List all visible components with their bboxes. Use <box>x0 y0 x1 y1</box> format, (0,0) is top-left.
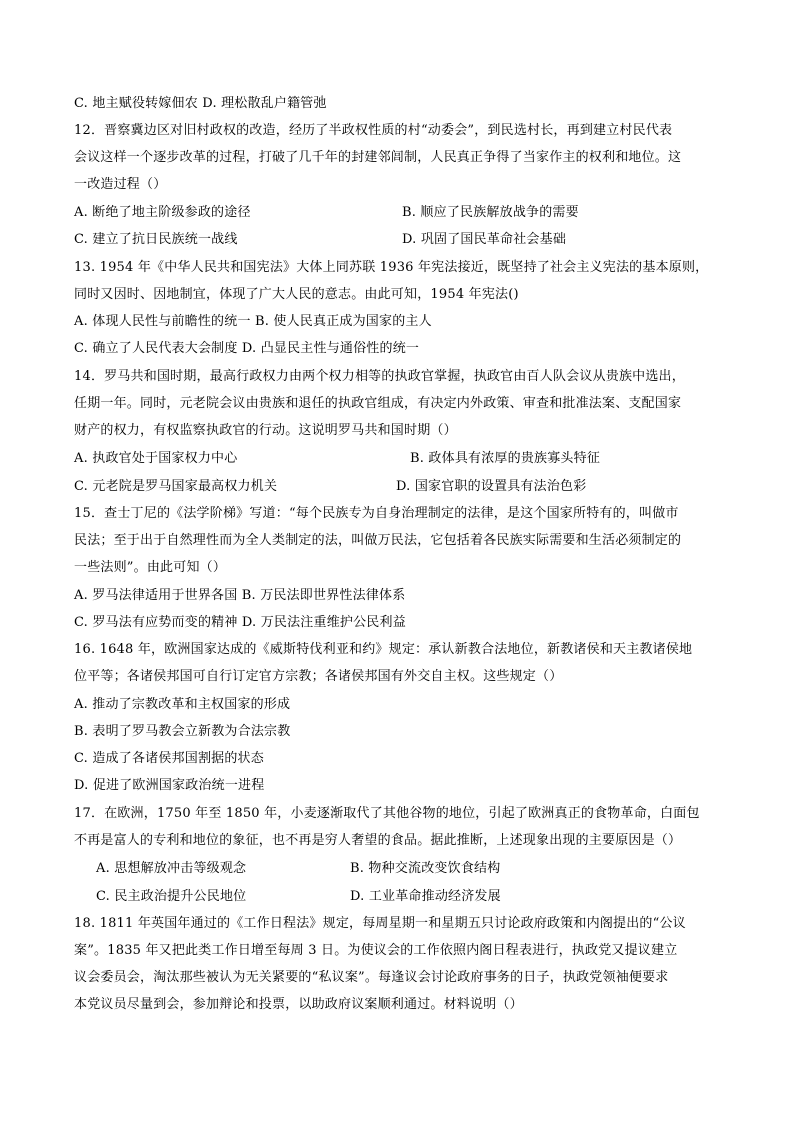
text-line: 民法；至于出于自然理性而为全人类制定的法，叫做万民法，它包括着各民族实际需要和生活必须制定的 <box>74 533 682 548</box>
option-b: B. 表明了罗马教会立新教为合法宗教 <box>74 724 291 739</box>
option-d: D. 工业革命推动经济发展 <box>350 889 501 904</box>
option-a: A. 执政官处于国家权力中心 <box>74 451 238 466</box>
option-a: A. 推动了宗教改革和主权国家的形成 <box>74 697 291 712</box>
question-18: 18. 1811 年英国年通过的《工作日程法》规定，每周星期一和星期五只讨论政府政策和内阁提出的“公议 <box>74 916 686 931</box>
question-16: 16. 1648 年，欧洲国家达成的《威斯特伐利亚和约》规定：承认新教合法地位，新教诸侯和天主教诸侯地 <box>74 642 693 657</box>
text-line: 会议这样一个逐步改革的过程，打破了几千年的封建邻闾制，人民真正争得了当家作主的权利和地位。这 <box>74 150 682 165</box>
question-12: 12．晋察冀边区对旧村政权的改造，经历了半政权性质的村“动委会”，到民选村长，再到建立村民代表 <box>74 123 673 138</box>
option-c: C. 元老院是罗马国家最高权力机关 <box>74 479 278 494</box>
option-c: C. 建立了抗日民族统一战线 <box>74 232 238 247</box>
option-b: B. 顺应了民族解放战争的需要 <box>402 205 579 220</box>
option-c: C. 民主政治提升公民地位 <box>96 889 247 904</box>
option-c: C. 造成了各诸侯邦国割据的状态 <box>74 751 264 766</box>
question-15: 15．查士丁尼的《法学阶梯》写道：“每个民族专为自身治理制定的法律，是这个国家所特有的，叫做市 <box>74 506 679 521</box>
question-17: 17．在欧洲，1750 年至 1850 年，小麦逐渐取代了其他谷物的地位，引起了欧洲真正的食物革命，白面包 <box>74 806 700 821</box>
text-line: 位平等；各诸侯邦国可自行订定官方宗教；各诸侯邦国有外交自主权。这些规定（） <box>74 669 563 684</box>
option-d: D. 促进了欧洲国家政治统一进程 <box>74 778 265 793</box>
text-line: C. 地主赋役转嫁佃农 D. 理松散乱户籍管弛 <box>74 96 327 111</box>
option-a: A. 思想解放冲击等级观念 <box>96 861 247 876</box>
text-line: 同时又因时、因地制宜，体现了广大人民的意志。由此可知，1954 年宪法() <box>74 287 519 302</box>
option-cd: C. 确立了人民代表大会制度 D. 凸显民主性与通俗性的统一 <box>74 341 420 356</box>
option-b: B. 政体具有浓厚的贵族寡头特征 <box>410 451 601 466</box>
text-line: 一些法则”。由此可知（） <box>74 560 227 575</box>
text-line: 案”。1835 年又把此类工作日增至每周 3 日。为使议会的工作依照内阁日程表进行，执政党又提议建立 <box>74 943 678 958</box>
question-14: 14．罗马共和国时期，最高行政权力由两个权力相等的执政官掌握，执政官由百人队会议从贵族中选出， <box>74 369 685 384</box>
option-d: D. 巩固了国民革命社会基础 <box>402 232 567 247</box>
text-line: 一改造过程（） <box>74 177 167 192</box>
option-ab: A. 体现人民性与前瞻性的统一 B. 使人民真正成为国家的主人 <box>74 314 432 329</box>
text-line: 本党议员尽量到会，参加辩论和投票，以助政府议案顺利通过。材料说明（） <box>74 997 523 1012</box>
option-a: A. 断绝了地主阶级参政的途径 <box>74 205 251 220</box>
option-cd: C. 罗马法有应势而变的精神 D. 万民法注重维护公民利益 <box>74 615 406 630</box>
text-line: 财产的权力，有权监察执政官的行动。这说明罗马共和国时期（） <box>74 423 457 438</box>
option-d: D. 国家官职的设置具有法治色彩 <box>396 479 587 494</box>
text-line: 不再是富人的专利和地位的象征，也不再是穷人奢望的食品。据此推断，上述现象出现的主要原因是（） <box>74 833 682 848</box>
question-13: 13. 1954 年《中华人民共和国宪法》大体上同苏联 1936 年宪法接近，既坚持了社会主义宪法的基本原则， <box>74 260 709 275</box>
option-ab: A. 罗马法律适用于世界各国 B. 万民法即世界性法律体系 <box>74 588 406 603</box>
text-line: 议会委员会，淘汰那些被认为无关紧要的“私议案”。每逢议会讨论政府事务的日子，执政党领袖便要求 <box>74 970 669 985</box>
option-b: B. 物种交流改变饮食结构 <box>350 861 501 876</box>
text-line: 任期一年。同时，元老院会议由贵族和退任的执政官组成，有决定内外政策、审查和批准法案、支配国家 <box>74 396 682 411</box>
